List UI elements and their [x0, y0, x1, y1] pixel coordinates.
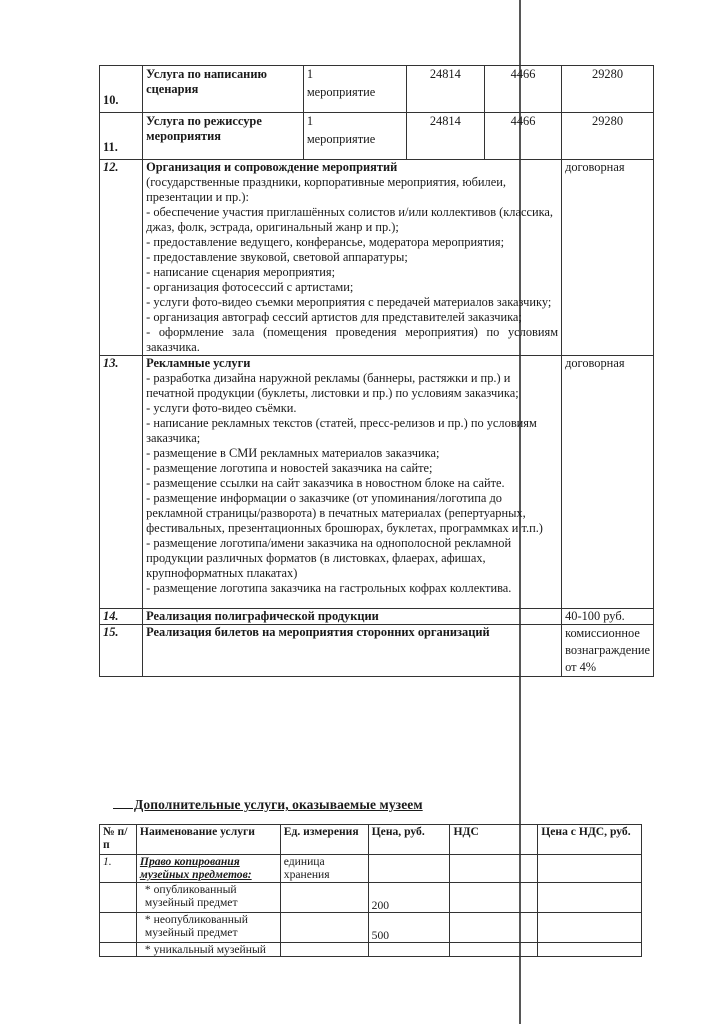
table-row: [100, 356, 654, 609]
row-number: 10.: [103, 93, 119, 107]
list-item: - обеспечение участия приглашённых солистов и/или коллективов (классика, джаз, фолк, эстрада, оригинальный жанр и пр.);: [146, 205, 554, 234]
price: 40-100 руб.: [565, 609, 625, 623]
list-item: - написание рекламных текстов (статей, пресс-релизов и пр.) по условиям заказчика;: [146, 416, 537, 445]
section-heading: Дополнительные услуги, оказываемые музеем: [113, 796, 423, 813]
col-header-name: Наименование услуги: [139, 825, 255, 838]
row-title: Реализация полиграфической продукции: [146, 609, 379, 623]
list-item: - разработка дизайна наружной рекламы (баннеры, растяжки и пр.) и печатной продукции (буклеты, листовки и пр.) по условиям заказчика;: [146, 371, 519, 400]
quantity: 1: [306, 114, 314, 128]
list-item: - размещение информации о заказчике (от упоминания/логотипа до рекламной страницы/разворота) в печатных материалах (репертуарных, фестивальных, презентационных брошюрах, буклетах, программках и т.п.): [146, 491, 543, 535]
service-name: Право копирования музейных предметов:: [139, 855, 252, 881]
total: 29280: [592, 114, 624, 128]
list-item: - размещение логотипа и новостей заказчика на сайте;: [146, 461, 433, 475]
unit: мероприятие: [306, 132, 376, 146]
list-item: - размещение логотипа/имени заказчика на однополосной рекламной продукции различных форматов (в листовках, флаерах, афишах, крупноформатных плакатах): [146, 536, 512, 580]
row-number: 14.: [103, 609, 119, 623]
row-title: Реализация билетов на мероприятия сторонних организаций: [146, 625, 490, 639]
col-header-price: Цена, руб.: [371, 825, 425, 838]
list-item: - услуги фото-видео съёмки.: [146, 401, 297, 415]
list-item: - предоставление звуковой, световой аппаратуры;: [146, 250, 408, 264]
table-row: [100, 160, 654, 356]
service-name: * опубликованный музейный предмет: [144, 883, 238, 909]
table-row: [100, 913, 642, 943]
row-number: 1.: [103, 855, 112, 868]
museum-services-table: [99, 824, 642, 957]
row-title: Организация и сопровождение мероприятий: [146, 160, 398, 174]
table-row: [100, 943, 642, 957]
unit: единица хранения: [283, 855, 330, 881]
quantity: 1: [306, 67, 314, 81]
list-item: - услуги фото-видео съемки мероприятия с передачей материалов заказчику;: [146, 295, 552, 309]
service-name: * уникальный музейный: [144, 943, 266, 956]
list-item: - предоставление ведущего, конферансье, модератора мероприятия;: [146, 235, 505, 249]
price: 24814: [429, 67, 461, 81]
list-item: - организация фотосессий с артистами;: [146, 280, 354, 294]
list-item: - оформление зала (помещения проведения мероприятия) по условиям заказчика.: [146, 325, 559, 354]
service-name: * неопубликованный музейный предмет: [144, 913, 248, 939]
services-table: [99, 65, 654, 677]
col-header-unit: Ед. измерения: [283, 825, 359, 838]
table-row: [100, 855, 642, 883]
service-name: Услуга по написанию сценария: [146, 67, 267, 96]
price: договорная: [565, 356, 625, 370]
list-item: - организация автограф сессий артистов для представителей заказчика;: [146, 310, 522, 324]
table-row: [100, 609, 654, 625]
price: 500: [371, 929, 390, 942]
row-number: 13.: [103, 356, 119, 370]
service-name: Услуга по режиссуре мероприятия: [146, 114, 262, 143]
row-number: 15.: [103, 625, 119, 639]
col-header-num: № п/п: [103, 825, 128, 851]
list-item: - размещение ссылки на сайт заказчика в новостном блоке на сайте.: [146, 476, 505, 490]
list-item: - размещение в СМИ рекламных материалов заказчика;: [146, 446, 440, 460]
table-row: [100, 113, 654, 160]
list-item: (государственные праздники, корпоративные мероприятия, юбилеи, презентации и пр.):: [146, 175, 506, 204]
row-number: 11.: [103, 140, 118, 154]
price: договорная: [565, 160, 625, 174]
list-item: - написание сценария мероприятия;: [146, 265, 336, 279]
table-header-row: [100, 825, 642, 855]
table-row: [100, 883, 642, 913]
total: 29280: [592, 67, 624, 81]
list-item: - размещение логотипа заказчика на гастрольных кофрах коллектива.: [146, 581, 512, 595]
unit: мероприятие: [306, 85, 376, 99]
col-header-vat: НДС: [453, 825, 479, 838]
vat: 4466: [510, 67, 536, 81]
row-title: Рекламные услуги: [146, 356, 251, 370]
price: комиссионное вознаграждение от 4%: [565, 626, 650, 674]
col-header-total: Цена с НДС, руб.: [541, 825, 631, 838]
table-row: [100, 625, 654, 677]
table-row: [100, 66, 654, 113]
vat: 4466: [510, 114, 536, 128]
price: 24814: [429, 114, 461, 128]
row-number: 12.: [103, 160, 119, 174]
price: 200: [371, 899, 390, 912]
